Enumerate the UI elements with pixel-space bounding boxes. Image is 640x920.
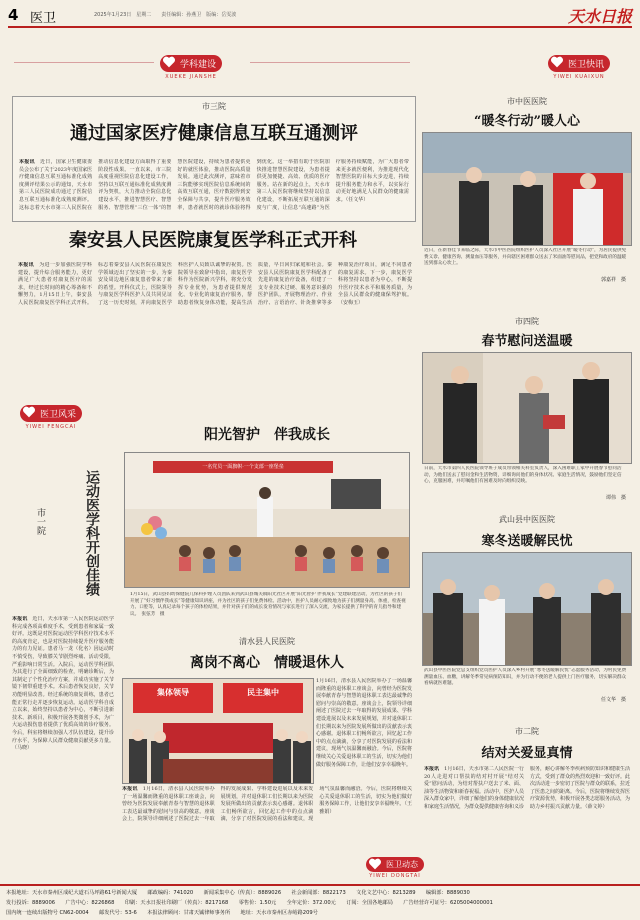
- divider: [250, 62, 410, 63]
- article-headline: 春节慰问送温暖: [481, 334, 573, 349]
- photo-chunjie: [422, 352, 632, 464]
- article-headline: 通过国家医疗健康信息互联互通测评: [70, 123, 358, 144]
- article-byline: （马晓）: [12, 745, 33, 752]
- page-number: 4: [8, 6, 19, 24]
- right-column: [420, 90, 634, 876]
- heart-icon: [162, 56, 176, 68]
- section-tag-label: 医卫风采: [40, 410, 77, 420]
- photo-retirees: [122, 678, 314, 784]
- article-lead: 本报讯: [19, 159, 35, 165]
- classroom-photo-image: [125, 453, 409, 587]
- section-tag-label: 学科建设: [180, 60, 217, 70]
- issue-date-info: 2025年1月23日 星期二 责任编辑：孙燕卫 版编：岳雯波: [94, 12, 237, 18]
- footer-line: 国内统一连续出版物号 CN62-0004 邮发代号：53-6 本报法律顾问：甘肃天铖律师事务所 地址：天水市秦州区赤峪路209号: [6, 910, 318, 916]
- article-source: 武山县中医医院: [499, 515, 555, 524]
- article-yundong: [12, 444, 116, 876]
- footer: [0, 884, 640, 920]
- article-source: 市二院: [515, 727, 539, 736]
- article-yangguang: [120, 420, 414, 620]
- section-header-fengcai: [20, 402, 82, 430]
- photo-caption: 近日，在新春佳节来临之际，天水市中医医院组织医护人员深入社区开展“暖冬行动”，为居民提供免费义诊、健康咨询、测量血压等服务，并向辖区困难群众送去了米面油等慰问品，把党和政府的温暖送到群众心坎上。: [424, 248, 627, 266]
- chunjie-photo-image: [423, 353, 631, 463]
- article-headline: 秦安县人民医院康复医学科正式开科: [69, 230, 357, 251]
- photo-wushan: [422, 552, 632, 666]
- heart-icon: [368, 858, 382, 870]
- sign-text: 集体领导: [157, 687, 189, 697]
- article-qingshui: [120, 632, 414, 876]
- article-headline: 寒冬送暖解民忧: [481, 534, 573, 549]
- photo-byline: 张弦芳 摄: [141, 611, 165, 617]
- footer-line: 发行投诉：8889006 广告中心：8226868 印刷：天水日报社印刷厂（传真）：8217168 零售价：1.50元 全年定价：372.00元 订阅：全国各地邮局 广告经营许可证号：6205004000001: [6, 900, 493, 906]
- article-byline: （王雅娟）: [319, 801, 412, 815]
- article-lead: 本报讯: [12, 616, 28, 622]
- wushan-photo-image: [423, 553, 631, 665]
- article-headline: 运动医学科开创佳绩: [84, 470, 100, 596]
- photo-caption: 1月15日，武山县妇幼保健院儿保科护理人员团队来到武山县城关镇阳光社区开展“阳光智护 伴我成长”党建联建活动，为社区的孩子们开展了“好习惯伴我成长”等健康知识讲座，并为社区的孩子们免费体检。活动中，医护人员耐心细致地为孩子们测量身高、体重，检查视力、口腔等，认真记录每个孩子的体检结果，并针对孩子们的成长发育情况与家长进行了深入交流，为家长提供了科学的育儿指导和建议。 张弦芳 摄: [130, 592, 406, 617]
- photo-nuandong: [422, 132, 632, 246]
- article-source: 市四院: [515, 317, 539, 326]
- article-source: 市一院: [35, 508, 45, 535]
- nuandong-photo-image: [423, 133, 631, 245]
- masthead: [8, 4, 632, 28]
- article-lead: 本报讯: [424, 766, 440, 772]
- article-body: 本报讯 为进一步加强医院学科建设，提升综合服务能力，更好满足广大患者对康复医疗的需求，经过长时间的精心筹备和不懈努力，1月15日上午，秦安县人民医院康复医学科正式开科。标志着秦安县人民医院在康复医学领域迈出了坚实的一步，为秦安及周边地区康复患者带来了新的希望。开科仪式上，医院领导与康复医学科医护人员共同见证了这一历史时刻，并向康复医学科医护人员致以诚挚的祝贺。医院领导在致辞中指出，康复医学科作为医院新兴学科，将充分发挥专业优势，为患者提供规范化、专业化的康复治疗服务，帮助患者恢复身体功能，提高生活质量，早日回归家庭和社会。秦安县人民医院康复医学科配备了先进的康复治疗设备，组建了一支专业技术过硬、服务意识强的医护团队，开展物理治疗、作业治疗、言语治疗、针灸推拿等多种康复治疗项目，满足不同患者的康复需求。下一步，康复医学科将坚持以患者为中心，不断提升医疗技术水平和服务质量，为全县人民群众的健康保驾护航。（安梅玉）: [18, 262, 412, 306]
- sign-text: 民主集中: [247, 687, 279, 697]
- section-tag-pinyin: YIWEI DONGTAI: [369, 873, 421, 879]
- photo-caption: 武山县中医医院党总支组织党员医护人员深入乡村开展“寒冬送暖解民忧”志愿服务活动，为村民免费测量血压、血糖，讲解冬季常见病预防知识，并为行动不便的老人提供上门医疗服务，切实解决群众看病就医难题。: [424, 668, 627, 686]
- article-body: 本报讯 近日，国家卫生健康委员会公布了关于2023年度国家医疗健康信息互联互通标准化成熟度测评结果公示的通知，天水市第三人民医院成功通过了医院信息互联互通标准化成熟度测评。这标志着天水市第三人民医院在推动信息化建设方面取得了重要阶段性成果。一直以来，市三院高度重视医院信息化建设工作，坚持以互联互通标准化成熟度测评为契机，大力推动全院信息化建设水平，推进智慧医疗、智慧服务、智慧管理“三位一体”的智慧医院建设，持续为患者提供更好的就医体验，推动医院高质量发展。通过此次测评，意味着市三院能够实现医院信息系统间的高效互联互通，医疗数据得到安全保障与共享，提升医疗服务效率，患者就医时的就诊体验将得到优化。这一举措有助于医院加快推进智慧医院建设，为患者提供更加便捷、高效、优质的医疗服务。站在新的起点上，天水市第三人民医院将继续坚持以信息化建设，不断拓展互联互通的深度与广度，让信息“高速路”为医疗服务持续赋能，为广大患者带来更多就医便利，为推进现代化智慧医院的目标大步迈进，持续提升服务能力和水平，以实际行动更好地满足人民群众的健康需求。（任文华）: [19, 159, 409, 211]
- heart-icon: [550, 56, 564, 68]
- article-lead: 本报讯: [122, 786, 138, 792]
- article-headline: 阳光智护 伴我成长: [204, 427, 330, 443]
- divider: [14, 62, 154, 63]
- article-body: 本报讯 近日，天水市第一人民医院运动医学科完成各项高难度手术，受到患者和家属一致好评。这既是对医院运动医学科医疗技术水平的高度肯定，也是对医院持续提升医疗服务能力的有力见证。患者马一龙（化名）因运动时不慎受伤，导致膝关节剧烈疼痛、活动受限，严重影响日常生活。入院后，运动医学科团队为其进行了全面细致的检查，明确诊断后，为其制定了个性化治疗方案，并成功实施了关节镜下韧带重建手术。术后患者恢复良好，关节功能明显改善。经过系统的康复训练，患者已能正常行走并逐步恢复运动。运动医学科自成立以来，始终坚持以患者为中心，不断引进新技术、新项目，积极开展各类微创手术，为广大运动损伤患者提供了优质高效的诊疗服务。今后，科室将继续加强人才队伍建设，提升诊疗水平，为保障人民群众健康贡献更多力量。（马晓）: [12, 616, 114, 752]
- photo-byline: 任文华 摄: [600, 697, 626, 703]
- article-headline: 结对关爱显真情: [481, 746, 573, 761]
- section-tag-label: 医卫动态: [386, 860, 418, 869]
- classroom-banner-text: 一名党员一面旗帜·一个支部一座堡垒: [202, 464, 284, 470]
- footer-line: 本报地址：天水市秦州区成纪大道石马坪路61号新闻大厦 邮政编码：741020 新闻采集中心（传真）：8889026 社会新闻部：8822173 文化文艺中心：8213289 编辑部：8889030: [6, 890, 470, 896]
- newspaper-name: 天水日报: [567, 7, 632, 26]
- article-byline: （安梅玉）: [338, 299, 364, 306]
- heart-icon: [22, 406, 36, 418]
- article-source: 清水县人民医院: [239, 637, 295, 646]
- section-tag-label: 医卫快讯: [568, 60, 605, 70]
- photo-caption: 日前，天水市第四人民医院领导班子成员带领相关科室负责人，深入困难职工家中开展春节慰问活动，为他们送去了慰问金和生活物资，详细询问他们的身体状况、家庭生活情况，鼓励他们坚定信心，克服困难，并叮嘱他们有困难及时向组织反映。: [424, 466, 622, 484]
- article-qinan: [12, 222, 414, 346]
- section-tag-pinyin: YIWEI FENGCAI: [25, 424, 77, 430]
- article-byline: （薛文婷）: [585, 803, 608, 810]
- section-header-dongtai: [366, 852, 424, 879]
- article-source: 市中医医院: [507, 97, 547, 106]
- article-body: 本报讯 1月16日，清水县人民医院举办了一场温馨而隆重的退休职工座谈会，向曾经为医院发展奉献青春与智慧的退休职工表达最诚挚的慰问与崇高的敬意。座谈会上，院领导详细阐述了医院过去一年取得的发展成果、学科建设进展以及未来发展规划，并对退休职工们长期以来为医院发展所做出的贡献表示衷心感谢。退休职工们畅所欲言，回忆起工作中的点点滴滴，分享了对医院发展的看法和建议，现场气氛温馨而融洽。今后，医院将继续关心关爱退休职工的生活，切实为他们做好服务保障工作，让他们安享幸福晚年。（王雅娟）: [122, 786, 412, 823]
- section-header-kuaixun: [548, 52, 610, 80]
- article-lead: 本报讯: [18, 262, 34, 268]
- article-headline: 离岗不离心 情暖退休人: [190, 655, 344, 671]
- photo-classroom: [124, 452, 410, 588]
- page-section-name: 医卫: [30, 11, 57, 26]
- article-headline: “暖冬行动”暖人心: [474, 114, 580, 129]
- article-body: 本报讯 1月16日，天水市第二人民医院一行20人走进对口帮扶的结对村开展“结对关爱”慰问活动，为结对帮扶户送去了米、面、油等生活物资和新春祝福。活动中，医护人员深入群众家中，详细了解他们的身体健康状况和家庭生活情况，为群众提供健康咨询和义诊服务，耐心讲解冬季疾病预防知识和健康生活方式，受到了群众的热烈欢迎和一致好评。此次活动进一步密切了医院与群众的联系，拉近了医患之间的距离。今后，医院将继续发挥医疗资源优势，积极开展各类志愿服务活动，为助力乡村振兴贡献力量。（薛文婷）: [424, 766, 630, 810]
- article-source: 市三院: [202, 102, 226, 111]
- section-header-xueke: [160, 52, 222, 80]
- section-tag-pinyin: XUEKE JIANSHE: [165, 74, 217, 80]
- photo-byline: 郭嘉祥 摄: [600, 277, 626, 283]
- article-byline: （任文华）: [345, 196, 369, 203]
- photo-byline: 谭伟 摄: [605, 495, 626, 501]
- section-tag-pinyin: YIWEI KUAIXUN: [553, 74, 605, 80]
- article-body-part1: 1月16日，清水县人民医院举办了一场温馨而隆重的退休职工座谈会，向曾经为医院发展奉献青春与智慧的退休职工表达最诚挚的慰问与崇高的敬意。座谈会上，院领导详细阐述了医院过去一年取得的发展成果、学科建设进展以及未来发展规划，并对退休职工们长期以来为医院发展所做出的贡献表示衷心感谢。退休职工们畅所欲言，回忆起工作中的点点滴滴，分享了对医院发展的看法和建议，现场气氛温馨而融洽。今后，医院将继续关心关爱退休职工的生活，切实为他们做好服务保障工作，让他们安享幸福晚年。: [316, 678, 412, 768]
- article-sanyuan: [12, 96, 416, 222]
